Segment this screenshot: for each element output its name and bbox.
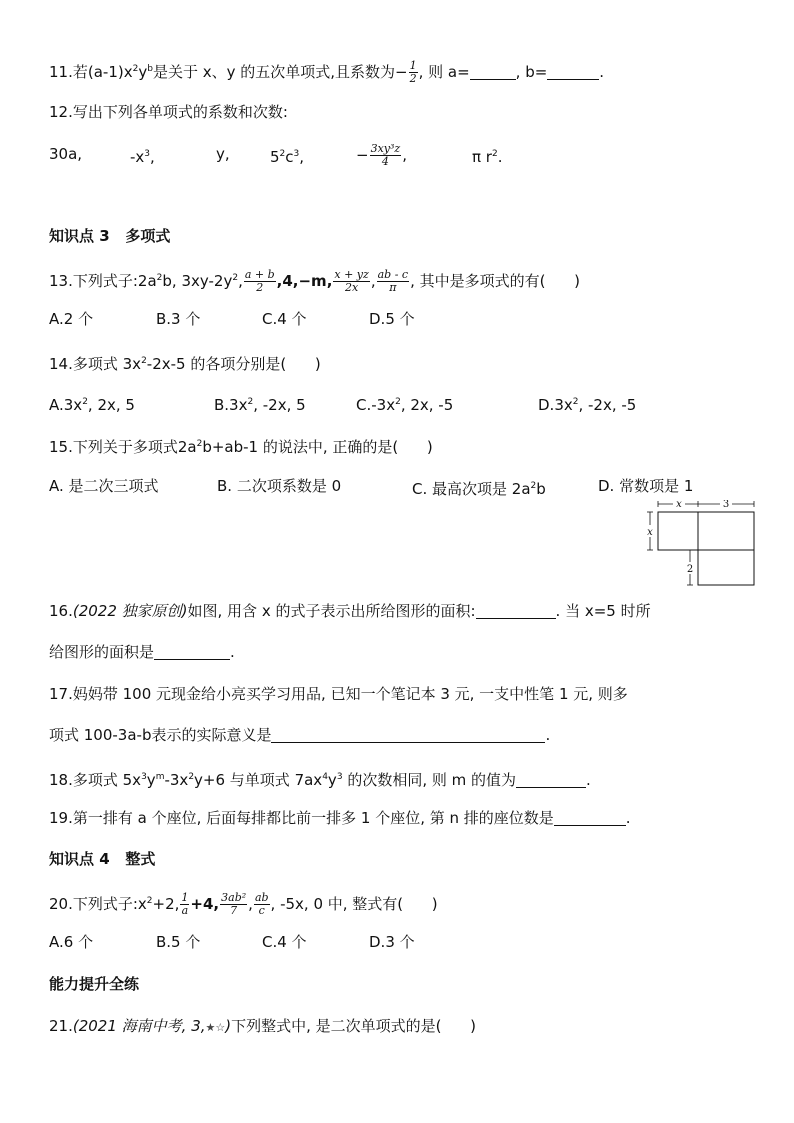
answer-blank-meaning[interactable] <box>271 727 545 743</box>
figure-label-top-x: x <box>676 500 682 510</box>
q11-number: 11. <box>49 63 73 81</box>
question-20: 20.下列式子$:x^2+2$, $\frac{1}{a}$ +4, $\frac{\text{3ab²}}{7}$ , $\frac{ab}{c}$ , -5x, 0 中, 整式有( ) <box>49 891 438 917</box>
fraction-one-half: $\frac{1}{2}$ <box>409 59 417 85</box>
question-16: 16.(2022 独家原创)如图, 用含 x 的式子表示出所给图形的面积: . 当 x=5 时所 <box>49 602 651 620</box>
q15-option-b[interactable]: B. 二次项系数是 0 <box>217 477 342 495</box>
q13-option-d[interactable]: D.5 个 <box>369 310 415 328</box>
q13-option-c[interactable]: C.4 个 <box>262 310 307 328</box>
q13-option-b[interactable]: B.3 个 <box>156 310 201 328</box>
answer-blank-area[interactable] <box>476 603 556 619</box>
q14-option-a[interactable]: $A.3x^2$, 2x, 5 <box>49 396 135 414</box>
question-17: 17.妈妈带 100 元现金给小亮买学习用品, 已知一个笔记本 3 元, 一支中性笔 1 元, 则多 <box>49 685 628 703</box>
section-heading-3: 知识点 3 多项式 <box>49 227 171 245</box>
figure-top-rectangle <box>658 512 754 550</box>
question-17-line2: 项式 100-3a-b表示的实际意义是 . <box>49 726 551 744</box>
figure-label-top-3: 3 <box>722 500 730 510</box>
q14-option-c[interactable]: $C.-3x^2$, 2x, -5 <box>356 396 454 414</box>
q13-option-a[interactable]: A.2 个 <box>49 310 94 328</box>
area-figure <box>640 500 760 592</box>
q15-option-a[interactable]: A. 是二次三项式 <box>49 477 159 495</box>
question-15: 15.下列关于多项式$2a^2b+ab-1$ 的说法中, 正确的是( ) <box>49 438 433 456</box>
q12-expr-1: 30a, <box>49 145 83 163</box>
question-12: 12.写出下列各单项式的系数和次数: <box>49 103 288 121</box>
question-11: 11.若$(a-1)x^2y^b$是关于 x、y 的五次单项式,且系数为− $\frac{1}{2}$ , 则 a= , b= . <box>49 59 605 85</box>
q15-option-d[interactable]: D. 常数项是 1 <box>598 477 694 495</box>
question-13: 13.下列式子$:2a^2b$, $3xy-2y^2$, $\frac{a + b}{2}$ ,4,−m, $\frac{x + yz}{2x}$ , $\frac{ab - c}{\pi}$ , 其中是多项式的有( ) <box>49 268 580 294</box>
answer-blank-a[interactable] <box>470 64 516 80</box>
q15-option-c[interactable]: C. 最高次项是 $2a^2b$ <box>412 480 546 498</box>
q14-option-d[interactable]: $D.3x^2$, -2x, -5 <box>538 396 637 414</box>
q20-option-b[interactable]: B.5 个 <box>156 933 201 951</box>
q20-option-d[interactable]: D.3 个 <box>369 933 415 951</box>
section-heading-5: 能力提升全练 <box>49 975 140 993</box>
q12-expr-4: $5^2c^3$, <box>270 148 305 166</box>
q14-option-b[interactable]: $B.3x^2$, -2x, 5 <box>214 396 306 414</box>
question-14: 14.多项式 $3x^2-2x-5$ 的各项分别是( ) <box>49 355 321 373</box>
q20-option-c[interactable]: C.4 个 <box>262 933 307 951</box>
answer-blank-b[interactable] <box>547 64 599 80</box>
q16-source: (2022 独家原创) <box>72 602 188 620</box>
difficulty-star-icon: ★☆ <box>205 1021 226 1034</box>
question-18: 18.多项式 $5x^3y^m-3x^2y+6$ 与单项式 $7ax^4y^3$ 的次数相同, 则 m 的值为 . <box>49 771 591 789</box>
q12-number: 12. <box>49 103 73 121</box>
q20-option-a[interactable]: A.6 个 <box>49 933 94 951</box>
question-21: 21.(2021 海南中考, 3,★☆)下列整式中, 是二次单项式的是( ) <box>49 1017 476 1035</box>
q12-expr-6: π $r^2$. <box>472 148 503 166</box>
q12-expr-3: y, <box>216 145 230 163</box>
answer-blank-seats[interactable] <box>554 810 626 826</box>
answer-blank-m[interactable] <box>516 772 586 788</box>
section-heading-4: 知识点 4 整式 <box>49 850 156 868</box>
answer-blank-area-value[interactable] <box>154 644 230 660</box>
q12-expr-5: − $\frac{\text{3xy³z}}{4}$ , <box>356 142 407 168</box>
question-19: 19.第一排有 a 个座位, 后面每排都比前一排多 1 个座位, 第 n 排的座位数是 . <box>49 809 631 827</box>
question-16-line2: 给图形的面积是 . <box>49 643 235 661</box>
figure-bottom-rectangle <box>698 550 754 585</box>
q12-expr-2: $-x^3$, <box>130 148 155 166</box>
figure-label-bottom-2: 2 <box>686 564 694 575</box>
q21-source: (2021 海南中考, 3, <box>72 1017 206 1035</box>
figure-label-left-x: x <box>647 527 653 538</box>
